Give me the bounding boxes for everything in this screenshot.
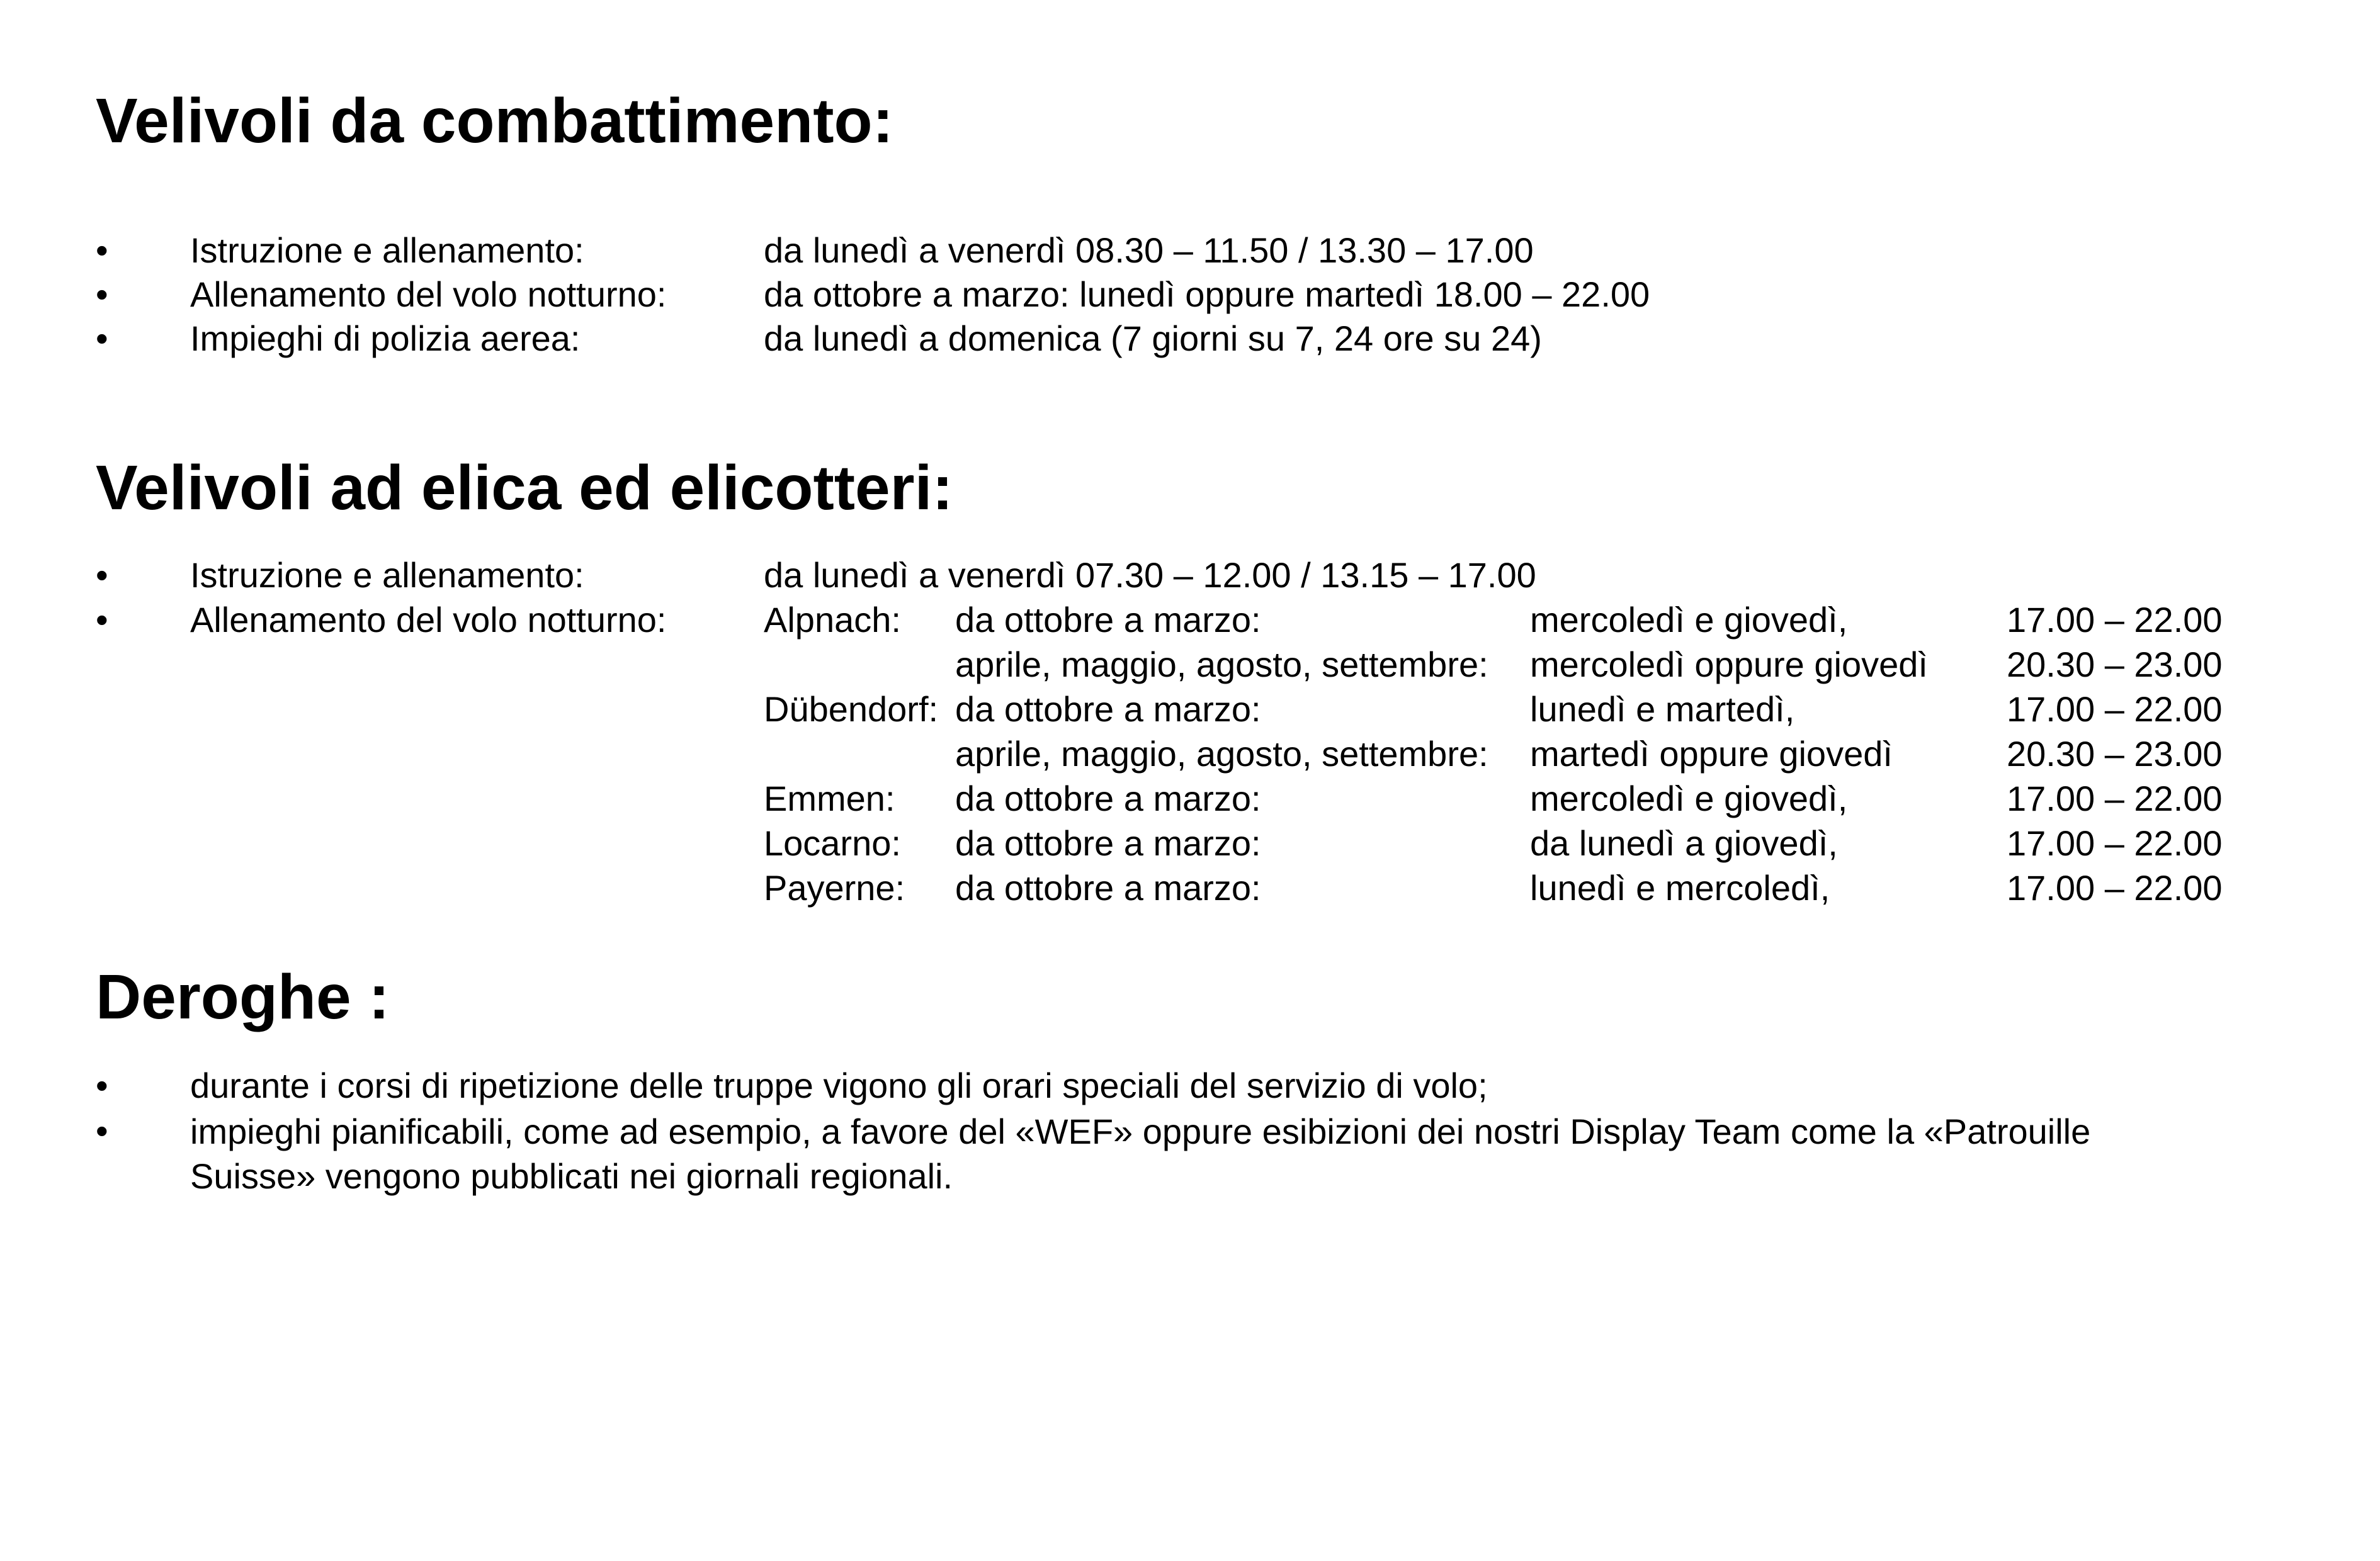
table-row [0, 643, 2380, 687]
days: lunedì e mercoledì, [1530, 868, 1830, 908]
airbase-name: Payerne: [764, 868, 905, 908]
item-label: Istruzione e allenamento: [190, 555, 584, 595]
days: da lunedì a giovedì, [1530, 823, 1838, 863]
item-value: da lunedì a venerdì 08.30 – 11.50 / 13.30 – 17.00 [764, 230, 1534, 270]
airbase-name: Locarno: [764, 823, 901, 863]
airbase-name: Emmen: [764, 779, 895, 818]
item-value: da lunedì a venerdì 07.30 – 12.00 / 13.15 – 17.00 [764, 555, 1536, 595]
time-range: 17.00 – 22.00 [2007, 823, 2223, 863]
item-value: da ottobre a marzo: lunedì oppure martedì 18.00 – 22.00 [764, 274, 1650, 314]
days: mercoledì e giovedì, [1530, 779, 1848, 818]
bullet: • [96, 318, 108, 358]
item-text: durante i corsi di ripetizione delle truppe vigono gli orari speciali del servizio di volo; [190, 1066, 1488, 1105]
period: da ottobre a marzo: [955, 868, 1261, 908]
table-row [0, 598, 2380, 642]
table-row [0, 821, 2380, 865]
item-label: Allenamento del volo notturno: [190, 274, 667, 314]
table-row [0, 777, 2380, 821]
list-item [0, 317, 2380, 361]
table-row [0, 687, 2380, 731]
days: mercoledì oppure giovedì [1530, 645, 1928, 684]
time-range: 20.30 – 23.00 [2007, 645, 2223, 684]
section-title-combat-aircraft: Velivoli da combattimento: [96, 86, 893, 156]
period: da ottobre a marzo: [955, 689, 1261, 729]
airbase-name: Alpnach: [764, 600, 901, 640]
item-text: impieghi pianificabili, come ad esempio, a favore del «WEF» oppure esibizioni dei nostri Display Team come la «Patrouille Suisse» vengono pubblicati nei giornali regionali. [190, 1112, 2091, 1196]
bullet: • [96, 600, 108, 640]
airbase-name: Dübendorf: [764, 689, 939, 729]
section-title-exceptions: Deroghe : [96, 962, 390, 1032]
list-item [0, 273, 2380, 317]
list-item [0, 553, 2380, 597]
days: martedì oppure giovedì [1530, 734, 1893, 774]
item-label: Allenamento del volo notturno: [190, 600, 667, 640]
period: da ottobre a marzo: [955, 779, 1261, 818]
period: aprile, maggio, agosto, settembre: [955, 645, 1488, 684]
table-row [0, 866, 2380, 910]
bullet: • [96, 274, 108, 314]
days: mercoledì e giovedì, [1530, 600, 1848, 640]
time-range: 17.00 – 22.00 [2007, 779, 2223, 818]
days: lunedì e martedì, [1530, 689, 1795, 729]
bullet: • [96, 230, 108, 270]
period: da ottobre a marzo: [955, 600, 1261, 640]
period: aprile, maggio, agosto, settembre: [955, 734, 1488, 774]
bullet: • [96, 555, 108, 595]
item-label: Impieghi di polizia aerea: [190, 318, 581, 358]
section-title-propeller-helicopters: Velivoli ad elica ed elicotteri: [96, 453, 953, 523]
item-label: Istruzione e allenamento: [190, 230, 584, 270]
time-range: 20.30 – 23.00 [2007, 734, 2223, 774]
item-value: da lunedì a domenica (7 giorni su 7, 24 ore su 24) [764, 318, 1542, 358]
table-row [0, 732, 2380, 776]
time-range: 17.00 – 22.00 [2007, 689, 2223, 729]
period: da ottobre a marzo: [955, 823, 1261, 863]
list-item [0, 228, 2380, 273]
bullet: • [96, 1066, 108, 1105]
bullet: • [96, 1111, 108, 1151]
list-item [0, 1064, 2380, 1108]
time-range: 17.00 – 22.00 [2007, 600, 2223, 640]
time-range: 17.00 – 22.00 [2007, 868, 2223, 908]
